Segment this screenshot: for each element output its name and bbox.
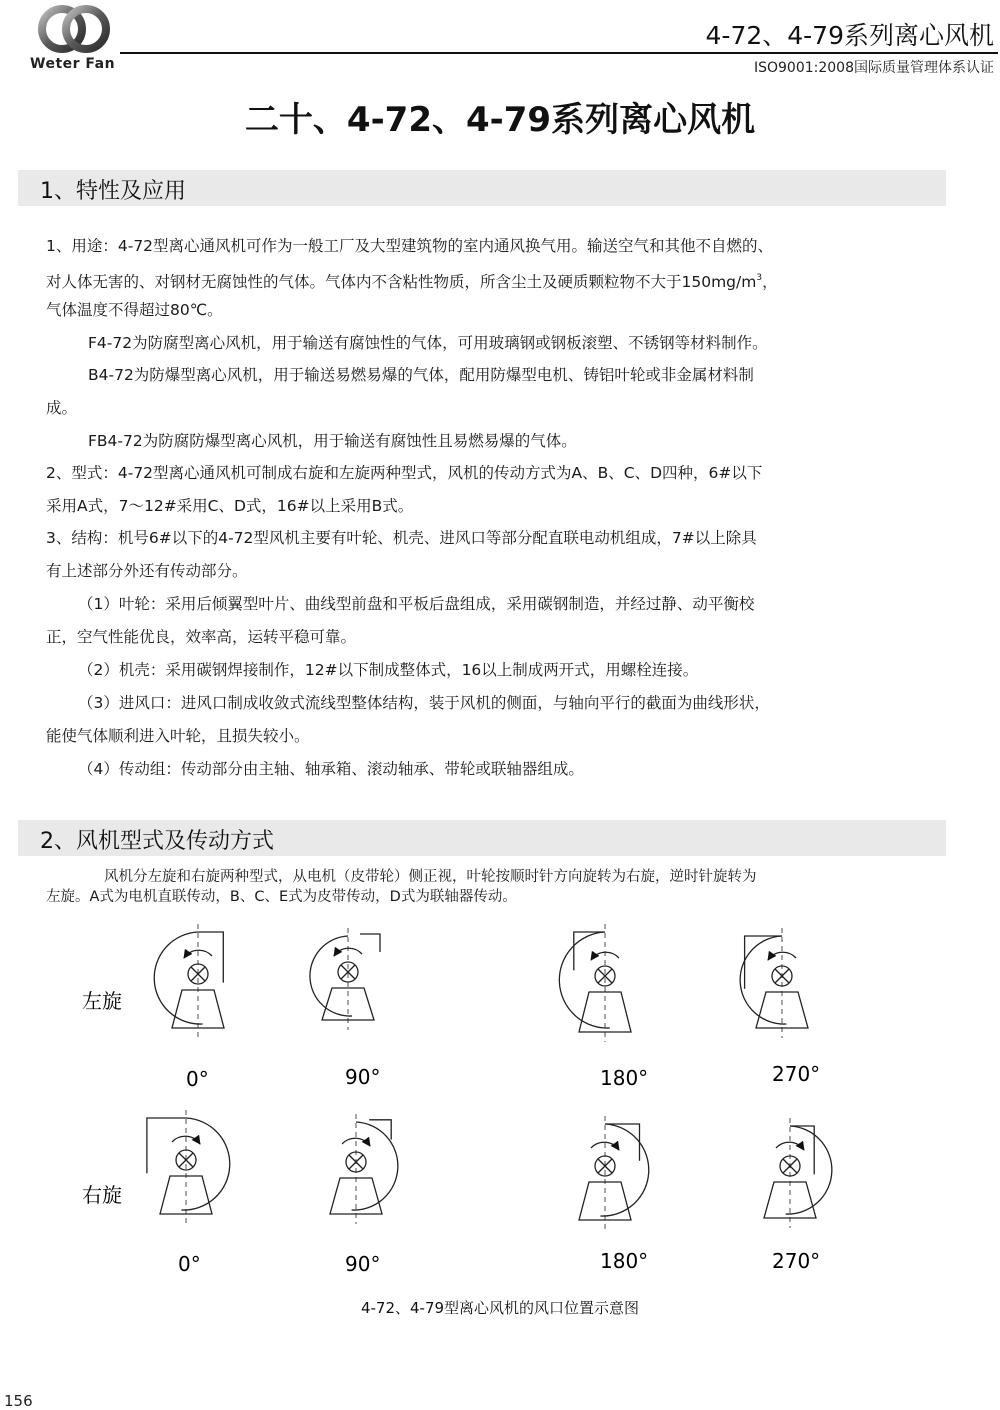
brand-name: Weter Fan xyxy=(30,56,116,72)
paragraph-line: 1、用途：4-72型离心通风机可作为一般工厂及大型建筑物的室内通风换气用。输送空气和其他不自燃的、 xyxy=(46,237,774,255)
angle-label-left-0: 0° xyxy=(186,1067,209,1091)
paragraph-line: 能使气体顺利进入叶轮，且损失较小。 xyxy=(46,727,310,745)
paragraph-line: （3）进风口：进风口制成收敛式流线型整体结构，装于风机的侧面，与轴向平行的截面为曲线形状， xyxy=(78,694,770,712)
diagram-caption: 4-72、4-79型离心风机的风口位置示意图 xyxy=(360,1299,640,1317)
outlet-position-diagram xyxy=(0,918,1000,1298)
section-heading-bar xyxy=(18,170,946,206)
paragraph-line: B4-72为防爆型离心风机，用于输送易燃易爆的气体，配用防爆型电机、铸铝叶轮或非金属材料制 xyxy=(88,366,754,384)
left-rotation-label: 左旋 xyxy=(82,989,122,1013)
fan-left-90-outlet xyxy=(360,934,380,952)
angle-label-left-90: 90° xyxy=(345,1065,381,1089)
fan-right-180-outlet xyxy=(605,1124,640,1161)
fan-left-180-outlet xyxy=(574,932,605,970)
angle-label-right-270: 270° xyxy=(772,1249,821,1273)
paragraph-line: （1）叶轮：采用后倾翼型叶片、曲线型前盘和平板后盘组成，采用碳钢制造，并经过静、动平衡校 xyxy=(78,595,755,613)
fan-left-270-housing xyxy=(740,936,786,1024)
angle-label-left-270: 270° xyxy=(772,1062,821,1086)
fan-right-0-outlet xyxy=(147,1118,186,1173)
header-rule xyxy=(120,52,998,54)
paragraph-line: 对人体无害的、对钢材无腐蚀性的气体。气体内不含粘性物质，所含尘土及硬质颗粒物不大于$150mg/m^3$， xyxy=(46,273,778,291)
page-title: 二十、4-72、4-79系列离心风机 xyxy=(244,100,756,140)
paragraph-line: 有上述部分外还有传动部分。 xyxy=(46,562,248,580)
paragraph-line: FB4-72为防腐防爆型离心风机，用于输送有腐蚀性且易燃易爆的气体。 xyxy=(88,432,577,450)
section-heading: 1、特性及应用 xyxy=(40,179,186,204)
paragraph-line: 气体温度不得超过80℃。 xyxy=(46,301,223,319)
running-header-title: 4-72、4-79系列离心风机 xyxy=(705,21,994,50)
fan-right-270-housing xyxy=(786,1126,832,1214)
paragraph-line: F4-72为防腐型离心风机，用于输送有腐蚀性的气体，可用玻璃钢或钢板滚塑、不锈钢等材料制作。 xyxy=(88,334,768,352)
paragraph-line: 成。 xyxy=(46,399,78,417)
angle-label-right-0: 0° xyxy=(178,1252,201,1276)
fan-left-180-housing xyxy=(559,932,609,1028)
paragraph-line: （2）机壳：采用碳钢焊接制作，12#以下制成整体式，16以上制成两开式，用螺栓连接。 xyxy=(78,661,699,679)
paragraph-line: 正，空气性能优良，效率高，运转平稳可靠。 xyxy=(46,628,357,646)
paragraph-line: 左旋。A式为电机直联传动，B、C、E式为皮带传动，D式为联轴器传动。 xyxy=(46,889,517,905)
fan-right-270-outlet xyxy=(790,1126,814,1174)
angle-label-left-180: 180° xyxy=(600,1066,649,1090)
fan-left-0-housing xyxy=(154,932,202,1024)
fan-right-0-housing xyxy=(181,1118,229,1210)
angle-label-right-180: 180° xyxy=(600,1249,649,1273)
iso-certification: ISO9001:2008国际质量管理体系认证 xyxy=(753,60,994,76)
paragraph-line: 采用A式，7～12#采用C、D式，16#以上采用B式。 xyxy=(46,497,414,515)
angle-label-right-90: 90° xyxy=(345,1252,381,1276)
paragraph-line: 3、结构：机号6#以下的4-72型风机主要有叶轮、机壳、进风口等部分配直联电动机组成，7#以上除具 xyxy=(46,529,757,547)
paragraph-line: （4）传动组：传动部分由主轴、轴承箱、滚动轴承、带轮或联轴器组成。 xyxy=(78,760,584,778)
fan-left-0-outlet xyxy=(198,932,223,983)
page-number: 156 xyxy=(4,1392,33,1410)
weter-fan-logo xyxy=(36,4,112,54)
section-heading-bar xyxy=(18,820,946,856)
fan-right-180-housing xyxy=(600,1124,648,1216)
section-heading: 2、风机型式及传动方式 xyxy=(40,829,274,854)
right-rotation-label: 右旋 xyxy=(82,1183,122,1207)
paragraph-line: 风机分左旋和右旋两种型式，从电机（皮带轮）侧正视，叶轮按顺时针方向旋转为右旋，逆时针旋转为 xyxy=(104,869,757,885)
superscript: 3 xyxy=(756,273,763,283)
paragraph-line: 2、型式：4-72型离心通风机可制成右旋和左旋两种型式，风机的传动方式为A、B、C、D四种，6#以下 xyxy=(46,464,763,482)
fan-right-90-outlet xyxy=(369,1120,391,1140)
